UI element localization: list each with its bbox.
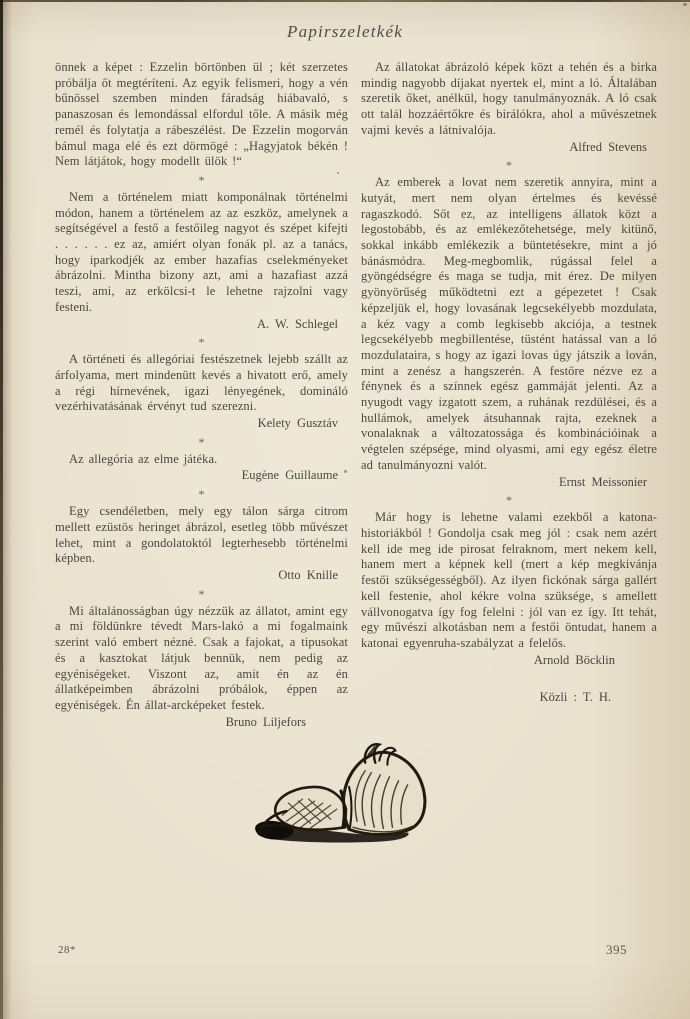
signature-schlegel: A. W. Schlegel xyxy=(257,316,338,331)
signature-kelety: Kelety Gusztáv xyxy=(257,416,338,431)
paragraph-meissonier: Az emberek a lovat nem szeretik annyira, mint a kutyát, mert nem olyan értelmes és kevéssé ragaszkodó. Sőt ez, az intelligens állatok közt a legostobább, és az emlékezőtehetsége, mely kitünő, sokkal inkább emlékezik a büntetésekre, mint a jó bánásmódra. Meg-megbomlik, rúgással felel a gyöngédségre és maga se tudja, mit érez. De milyen gyönyörűség működtetni ezt a gépezetet ! Csak képzeljük el, hogy lovasának legcsekélyebb mozdulata, a kéz vagy a comb legkisebb akciója, a testnek legcsekélyebb megbillentése, tüstént hatással van a ló mozdulataira, s hogy az igazi lovas úgy játszik a lován, mint a zenész a hangszerén. A festőre nézve ez a fénynek és a színnek egész gammáját jelenti. Az a nyugodt vagy izgatott szem, a ruhának rezdülései, és a hullámok, amelyek átsuhannak rajta, ezeknek a vonalaknak a változatossága és kombinációinak a végtelen szépsége, mind olyasmi, ami egy egész életre ad tanulmányozni valót. xyxy=(361,175,657,472)
paragraph-kelety: A történeti és allegóriai festészetnek lejebb szállt az árfolyama, mert mindenütt kevés a hivatott erő, amely a régi hírnevének, igazi lényegének, domináló vezérhivatásának érvényt tud szerezni. xyxy=(55,352,348,414)
sheet-signature-number: 28* xyxy=(58,944,76,956)
text-columns xyxy=(55,60,657,730)
signature-stevens: Alfred Stevens xyxy=(569,139,647,154)
contributor-byline: Közli : T. H. xyxy=(539,690,611,705)
page-title: Papirszeletkék xyxy=(287,22,403,41)
asterisk-separator: * xyxy=(198,586,205,601)
paper-speck xyxy=(683,3,687,6)
page-left-edge-shadow xyxy=(3,0,12,1019)
asterisk-separator: * xyxy=(198,434,205,449)
signature-bocklin: Arnold Böcklin xyxy=(533,652,615,667)
paragraph-knille: Egy csendéletben, mely egy tálon sárga citrom mellett ezüstös heringet ábrázol, esetleg több művészet lehet, mint a gondolatoktól legterhesebb történelmi képben. xyxy=(55,504,348,566)
signature-knille: Otto Knille xyxy=(278,567,338,582)
signature-meissonier: Ernst Meissonier xyxy=(558,474,647,489)
page-number: 395 xyxy=(606,942,627,957)
paragraph-liljefors: Mi általánosságban úgy nézzük az állatot, amint egy a mi földünkre tévedt Mars-lakó a mi fogalmaink szerint való embert nézné. Csak a fajokat, a tipusokat és a kasztokat látjuk bennük, nem pedig az egyéniségeket. Viszont az, amit én az én állatképeimben ábrázolni próbálok, éppen az egyéniségek. Én állat-arcképeket festek. xyxy=(55,603,348,712)
asterisk-separator: * xyxy=(506,493,512,508)
paragraph-stevens: Az állatokat ábrázoló képek közt a tehén és a birka mindig nagyobb díjakat nyertek el, mint a ló. Általában szeretik őket, anélkül, hogy tanulmányoznák. A ló csak ott talál hozzáértőkre és birálókra, ahol a művészetnek vajmi kevés a látnivalója. xyxy=(361,60,657,137)
asterisk-separator: * xyxy=(198,335,205,350)
paragraph-schlegel: Nem a történelem miatt komponálnak történelmi módon, hanem a történelem az az eszköz, amelynek a segítségével a festő a festőileg nagyot és szépet kifejti . . . . . . ez az, amiért olyan fonák pl. az a tanács, hogy iparkodjék az ember hazafias cselekményeket ábrázolni. Mintha bizony azt, ami a hazafiast azzá teszi, ami, az erkölcsi-t le lehetne rajzolni vagy festeni. xyxy=(55,189,348,314)
asterisk-separator: * xyxy=(506,158,512,173)
asterisk-separator: * xyxy=(198,172,205,187)
resting-animal-ink-sketch-icon xyxy=(252,740,444,847)
asterisk-separator: * xyxy=(198,487,205,502)
right-column xyxy=(361,60,657,730)
paragraph-ezzelin: önnek a képet : Ezzelin börtönben ül ; két szerzetes próbálja őt megtéríteni. Az egyik felismeri, hogy a vén bűnössel szemben minden fáradság hiábavaló, s panaszosan és lemondással elfordul tőle. A másik még remél és folytatja a rábeszélést. De Ezzelin mogorván bámul maga elé és ezt dörmögé : „Hagyjatok békén ! Nem látjátok, hogy modellt ülök !“ xyxy=(55,60,348,169)
signature-liljefors: Bruno Liljefors xyxy=(225,714,306,729)
paragraph-bocklin: Már hogy is lehetne valami ezekből a katona-historiákból ! Gondolja csak meg jól : csak nem azért kell ide meg ide pirosat felraknom, mert nekem kell, hanem mert a képnek kell (mert a kép megkivánja festői szükségességből). Az ilyen fickónak sárga gallért kell festenie, ahol kékre volna szüksége, s amellett vállvonogatva így fog felelni : jól van ez így. Itt tehát, egy művészi alkotásban nem a festői öntudat, hanem a katonai egyenruha-szabályzat a felelős. xyxy=(361,510,657,650)
page-top-edge xyxy=(0,0,690,2)
paragraph-guillaume: Az allegória az elme játéka. xyxy=(69,451,218,466)
left-column xyxy=(55,60,348,730)
signature-guillaume: Eugène Guillaume xyxy=(241,468,338,483)
